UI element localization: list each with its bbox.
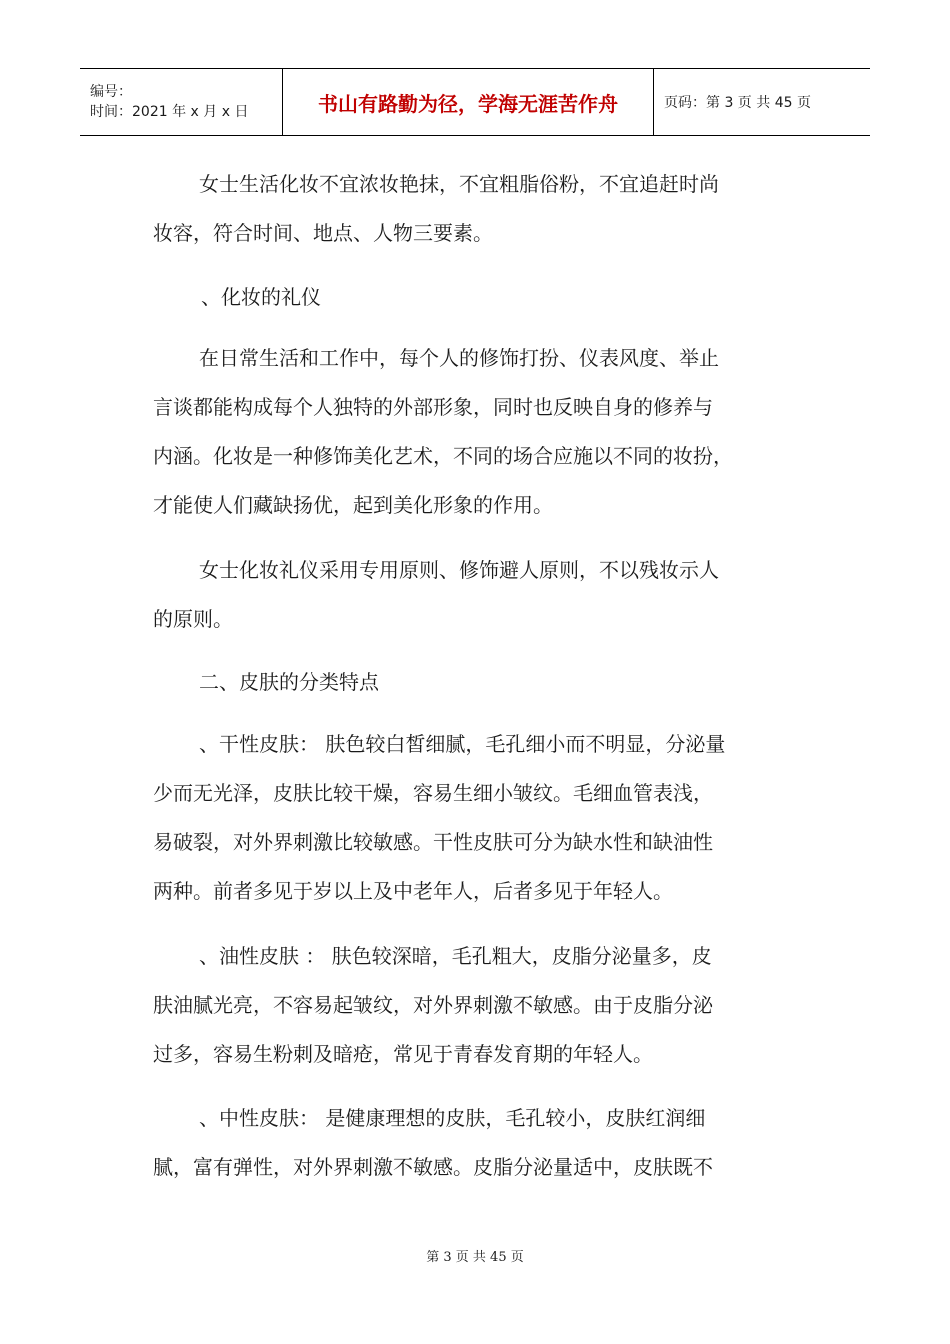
paragraph-makeup-intro [153,334,813,530]
text-line: 内涵。化妆是一种修饰美化艺术，不同的场合应施以不同的妆扮， [153,444,733,468]
text-line: 腻，富有弹性，对外界刺激不敏感。皮脂分泌量适中，皮肤既不 [153,1155,713,1179]
paragraph-makeup-principles [153,546,813,644]
paragraph-oily-skin [153,932,813,1079]
text-line: 、油性皮肤 ： 肤色较深暗，毛孔粗大，皮脂分泌量多，皮 [199,944,712,968]
header-motto [282,69,654,135]
paragraph-dry-skin [153,720,813,916]
header-page-info [654,69,870,135]
header-meta [80,69,282,135]
text-line: 少而无光泽，皮肤比较干燥，容易生细小皱纹。毛细血管表浅， [153,781,713,805]
document-number: 编号： [90,84,132,100]
text-line: 过多，容易生粉刺及暗疮，常见于青春发育期的年轻人。 [153,1042,653,1066]
motto-text: 书山有路勤为径，学海无涯苦作舟 [318,91,618,116]
text-line: 二、皮肤的分类特点 [199,670,379,694]
section-heading-makeup-etiquette [153,273,813,322]
text-line: 两种。前者多见于岁以上及中老年人，后者多见于年轻人。 [153,879,673,903]
text-line: 女士生活化妆不宜浓妆艳抹，不宜粗脂俗粉，不宜追赶时尚 [199,172,719,196]
footer-page-number: 第 3 页 共 45 页 [426,1250,524,1265]
text-line: 易破裂，对外界刺激比较敏感。干性皮肤可分为缺水性和缺油性 [153,830,713,854]
text-line: 才能使人们藏缺扬优，起到美化形象的作用。 [153,493,553,517]
text-line: 女士化妆礼仪采用专用原则、修饰避人原则，不以残妆示人 [199,558,719,582]
page-info-text: 页码：第 3 页 共 45 页 [664,95,811,111]
text-line: 肤油腻光亮，不容易起皱纹，对外界刺激不敏感。由于皮脂分泌 [153,993,713,1017]
paragraph-makeup-daily [153,160,813,258]
text-line: 在日常生活和工作中，每个人的修饰打扮、仪表风度、举止 [199,346,719,370]
page-footer [0,1246,950,1265]
text-line: 的原则。 [153,607,233,631]
text-line: 、干性皮肤： 肤色较白皙细腻，毛孔细小而不明显，分泌量 [199,732,726,756]
section-heading-skin-types [153,658,813,707]
text-line: 妆容，符合时间、地点、人物三要素。 [153,221,493,245]
paragraph-neutral-skin [153,1094,813,1192]
document-date: 时间：2021 年 x 月 x 日 [90,104,249,120]
text-line: 言谈都能构成每个人独特的外部形象，同时也反映自身的修养与 [153,395,713,419]
text-line: 、化妆的礼仪 [201,285,321,309]
document-header [80,68,870,136]
text-line: 、中性皮肤： 是健康理想的皮肤，毛孔较小，皮肤红润细 [199,1106,706,1130]
